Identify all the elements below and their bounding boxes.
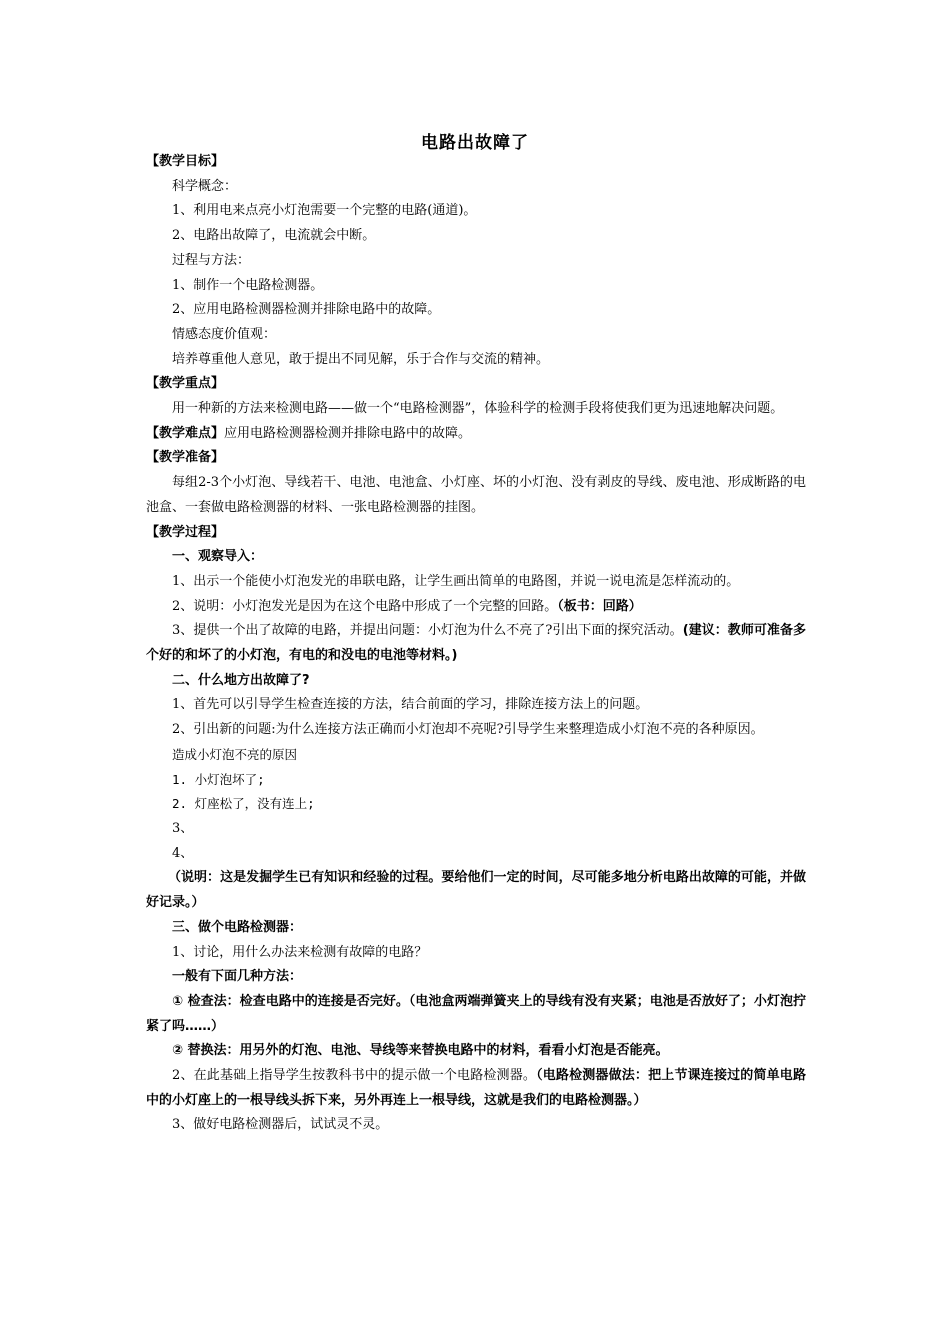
step3-item-3: 3、做好电路检测器后，试试灵不灵。 [172, 1117, 389, 1133]
goal-process-2: 2、应用电路检测器检测并排除电路中的故障。 [172, 302, 441, 318]
section-heading-goals: 【教学目标】 [146, 154, 225, 169]
step3-item-2-text: 2、在此基础上指导学生按教科书中的提示做一个电路检测器。 [172, 1068, 537, 1084]
step2-item-1: 1、首先可以引导学生检查连接的方法，结合前面的学习，排除连接方法上的问题。 [172, 697, 649, 713]
difficulty-text: 应用电路检测器检测并排除电路中的故障。 [224, 425, 472, 441]
section-heading-process: 【教学过程】 [146, 524, 225, 540]
goal-concept-label: 科学概念： [172, 178, 238, 194]
step1-item-2 [146, 595, 806, 620]
document-body [146, 150, 806, 1138]
step2-note: （说明：这是发掘学生已有知识和经验的过程。要给他们一定的时间，尽可能多地分析电路出故障的可能，并做好记录。） [146, 870, 806, 911]
goal-process-label: 过程与方法： [172, 252, 251, 268]
step2-item-2: 2、引出新的问题:为什么连接方法正确而小灯泡却不亮呢?引导学生来整理造成小灯泡不亮的各种原因。 [172, 722, 764, 738]
step3-methods-label: 一般有下面几种方法： [172, 969, 303, 985]
method-replace: ② 替换法：用另外的灯泡、电池、导线等来替换电路中的材料，看看小灯泡是否能亮。 [172, 1043, 669, 1059]
step3-item-2 [146, 1064, 806, 1113]
section-heading-key: 【教学重点】 [146, 376, 225, 392]
preparation-paragraph: 每组2-3个小灯泡、导线若干、电池、电池盒、小灯座、坏的小灯泡、没有剥皮的导线、废电池、形成断路的电池盒、一套做电路检测器的材料、一张电路检测器的挂图。 [146, 475, 806, 515]
goal-attitude-label: 情感态度价值观： [172, 326, 277, 342]
step1-item-3-text: 3、提供一个出了故障的电路，并提出问题：小灯泡为什么不亮了?引出下面的探究活动。 [172, 623, 683, 639]
goal-process-1: 1、制作一个电路检测器。 [172, 277, 324, 293]
cause-list-item-3: 3、 [172, 820, 194, 836]
cause-list-item-1: 1. 小灯泡坏了; [172, 771, 265, 787]
cause-list-item-4: 4、 [172, 845, 194, 861]
goal-attitude-1: 培养尊重他人意见，敢于提出不同见解，乐于合作与交流的精神。 [172, 351, 550, 367]
step3-item-1: 1、讨论，用什么办法来检测有故障的电路？ [172, 944, 428, 960]
step3-heading: 三、做个电路检测器： [172, 919, 303, 935]
step1-heading: 一、观察导入： [172, 549, 264, 565]
step2-heading: 二、什么地方出故障了? [172, 672, 310, 688]
step1-suggestion: (建议：教师可准备多个好的和坏了的小灯泡，有电的和没电的电池等材料。) [146, 623, 806, 664]
difficulty-line [146, 422, 806, 447]
section-heading-difficulty: 【教学难点】 [146, 425, 225, 441]
cause-list-item-2: 2. 灯座松了，没有连上; [172, 796, 315, 812]
cause-list-title: 造成小灯泡不亮的原因 [172, 746, 298, 762]
key-paragraph: 用一种新的方法来检测电路——做一个“电路检测器”，体验科学的检测手段将使我们更为迅速地解决问题。 [172, 401, 784, 417]
page-title: 电路出故障了 [421, 133, 529, 153]
step1-item-3 [146, 619, 806, 668]
goal-concept-1: 1、利用电来点亮小灯泡需要一个完整的电路(通道)。 [172, 203, 477, 219]
step1-item-2-text: 2、说明：小灯泡发光是因为在这个电路中形成了一个完整的回路。 [172, 598, 558, 614]
goal-concept-2: 2、电路出故障了，电流就会中断。 [172, 228, 376, 244]
step1-board-note: （板书：回路） [557, 598, 642, 614]
step1-item-1: 1、出示一个能使小灯泡发光的串联电路，让学生画出简单的电路图，并说一说电流是怎样流动的。 [172, 573, 740, 589]
method-check: ① 检查法：检查电路中的连接是否完好。（电池盒两端弹簧夹上的导线有没有夹紧；电池是否放好了；小灯泡拧紧了吗……） [146, 993, 806, 1034]
section-heading-preparation: 【教学准备】 [146, 450, 225, 466]
step3-detector-method: （电路检测器做法：把上节课连接过的简单电路中的小灯座上的一根导线头拆下来，另外再连上一根导线，这就是我们的电路检测器。） [146, 1068, 806, 1108]
